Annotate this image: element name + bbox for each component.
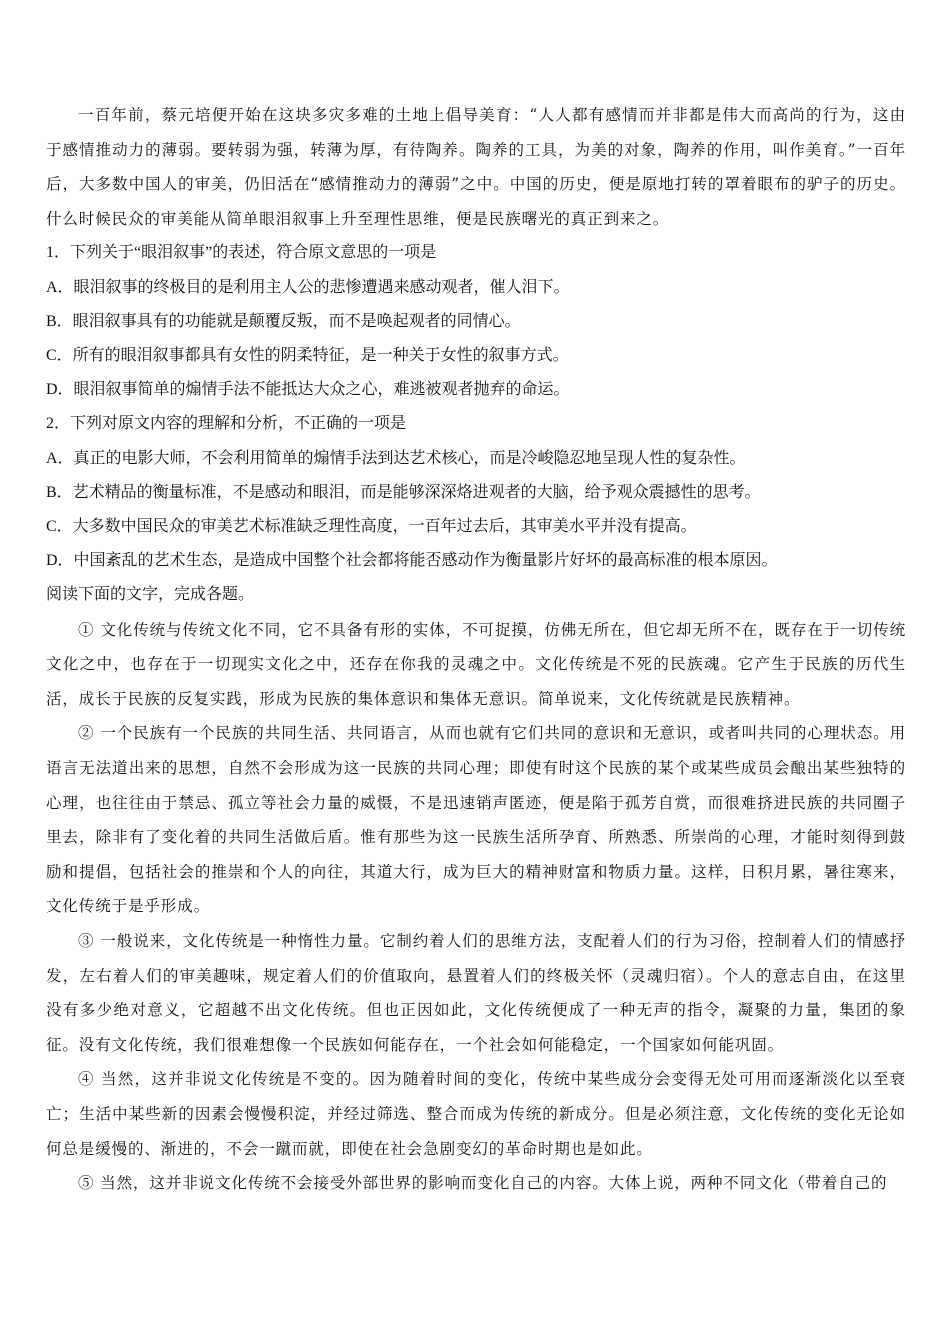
question-1 <box>46 236 906 407</box>
article-paragraph-1: ① 文化传统与传统文化不同，它不具备有形的实体，不可捉摸，仿佛无所在，但它却无所不在，既存在于一切传统文化之中，也存在于一切现实文化之中，还存在你我的灵魂之中。文化传统是不死的民族魂。它产生于民族的历代生活，成长于民族的反复实践，形成为民族的集体意识和集体无意识。简单说来，文化传统就是民族精神。 <box>46 620 906 708</box>
option-a: A．真正的电影大师，不会利用简单的煽情手法到达艺术核心，而是冷峻隐忍地呈现人性的复杂性。 <box>46 449 746 467</box>
reading-instruction: 阅读下面的文字，完成各题。 <box>46 586 255 604</box>
article-paragraph-5: ⑤ 当然，这并非说文化传统不会接受外部世界的影响而变化自己的内容。大体上说，两种不同文化（带着自己的 <box>78 1174 888 1193</box>
intro-paragraph: 一百年前，蔡元培便开始在这块多灾多难的土地上倡导美育：“人人都有感情而并非都是伟大而高尚的行为，这由于感情推动力的薄弱。要转弱为强，转薄为厚，有待陶养。陶养的工具，为美的对象，陶养的作用，叫作美育。”一百年后，大多数中国人的审美，仍旧活在“感情推动力的薄弱”之中。中国的历史，便是原地打转的罩着眼布的驴子的历史。什么时候民众的审美能从简单眼泪叙事上升至理性思维，便是民族曙光的真正到来之。 <box>46 106 906 228</box>
option-a: A．眼泪叙事的终极目的是利用主人公的悲惨遭遇来感动观者，催人泪下。 <box>46 278 570 296</box>
article-paragraph-4: ④ 当然，这并非说文化传统是不变的。因为随着时间的变化，传统中某些成分会变得无处可用而逐渐淡化以至衰亡；生活中某些新的因素会慢慢积淀，并经过筛选、整合而成为传统的新成分。但是必须注意，文化传统的变化无论如何总是缓慢的、渐进的，不会一蹴而就，即使在社会急剧变幻的革命时期也是如此。 <box>46 1070 906 1158</box>
option-b: B．艺术精品的衡量标准，不是感动和眼泪，而是能够深深烙进观者的大脑，给予观众震撼性的思考。 <box>46 483 761 501</box>
option-b: B．眼泪叙事具有的功能就是颠覆反叛，而不是唤起观者的同情心。 <box>46 312 521 330</box>
option-d: D．眼泪叙事简单的煽情手法不能抵达大众之心，难逃被观者抛弃的命运。 <box>46 381 570 399</box>
article-paragraph-3: ③ 一般说来，文化传统是一种惰性力量。它制约着人们的思维方法，支配着人们的行为习俗，控制着人们的情感抒发，左右着人们的审美趣味，规定着人们的价值取向，悬置着人们的终极关怀（灵魂归宿）。个人的意志自由，在这里没有多少绝对意义，它超越不出文化传统。但也正因如此，文化传统便成了一种无声的指令，凝聚的力量，集团的象征。没有文化传统，我们很难想像一个民族如何能存在，一个社会如何能稳定，一个国家如何能巩固。 <box>46 931 906 1054</box>
question-stem: 2．下列对原文内容的理解和分析，不正确的一项是 <box>46 415 407 433</box>
option-c: C．大多数中国民众的审美艺术标准缺乏理性高度，一百年过去后，其审美水平并没有提高。 <box>46 518 697 535</box>
question-2 <box>46 407 906 578</box>
option-d: D．中国紊乱的艺术生态，是造成中国整个社会都将能否感动作为衡量影片好坏的最高标准的根本原因。 <box>46 552 778 570</box>
question-stem: 1．下列关于“眼泪叙事”的表述，符合原文意思的一项是 <box>46 244 437 262</box>
option-c: C．所有的眼泪叙事都具有女性的阴柔特征，是一种关于女性的叙事方式。 <box>46 346 569 364</box>
article-paragraph-2: ② 一个民族有一个民族的共同生活、共同语言，从而也就有它们共同的意识和无意识，或者叫共同的心理状态。用语言无法道出来的思想，自然不会形成为这一民族的共同心理；即使有时这个民族的某个或某些成员会酿出某些独特的心理，也往往由于禁忌、孤立等社会力量的威慑，不是迅速销声匿迹，便是陷于孤芳自赏，而很难挤进民族的共同圈子里去，除非有了变化着的共同生活做后盾。惟有那些为这一民族生活所孕育、所熟悉、所崇尚的心理，才能时刻得到鼓励和提倡，包括社会的推崇和个人的向往，其道大行，成为巨大的精神财富和物质力量。这样，日积月累，暑往寒来，文化传统于是乎形成。 <box>46 724 906 916</box>
